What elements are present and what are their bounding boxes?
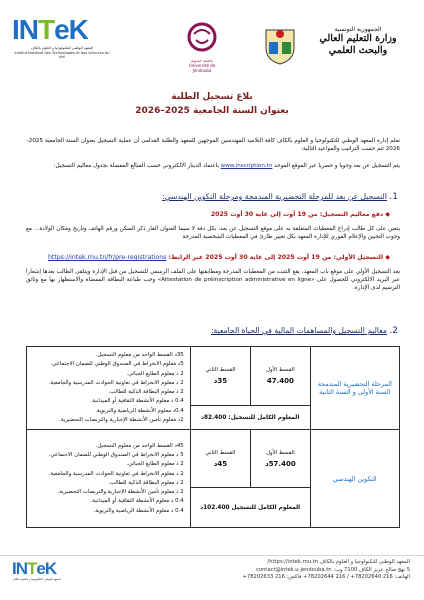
ministry-header [308, 26, 408, 56]
intek-name-fr: Institut National des Technologies et des sciences du Kef [14, 50, 110, 59]
fee-breakdown-engineering: 45د القسط الواحد من معلوم التسجيل. 5 د معلوم الانخراط في الصندوق الوطني للضمان الاجتماعي. 2 د معلوم الطابع الجبائي. 2 د معلوم الانخراط في تعاونية الحوادث المدرسية والجامعية. 2 د معلوم البطاقة الذكية للطالب. 2 د معلوم تأمين الأنشطة الإجبارية والتربصات التحضيرية. 0.4 د معلوم الأنشطة الثقافية أو الميدانية. 0.4 د معلوم الأنشطة الرياضية والتربوية. [27, 430, 191, 528]
republic-label: الجمهورية التونسية [334, 26, 382, 33]
section-2-heading: 2. معاليم التسجيل والمساهمات المالية في الحياة الجامعية: [210, 326, 398, 336]
fees-table [26, 346, 400, 528]
online-registration-paragraph: يتم التسجيل عن بعد وجوبا و حصريا عبر الموقع الموحد www.inscription.tn باعتماد الدينار الالكتروني حسب المبالغ المفصلة بجدول معاليم التسجيل: [53, 163, 400, 169]
footer-line-phone: الهاتف: 216 78202640+ / 216 78202644+ فاكس: 216 78202633+ [242, 574, 410, 581]
total-fee-engineering: المعلوم الكامل للتسجيل 102.400د [190, 488, 310, 528]
pre-registration-link[interactable]: https://intek.rnu.tn/fr/pre-registrations [47, 254, 167, 261]
notice-subtitle: بعنوان السنة الجامعية 2025–2026 [135, 106, 289, 116]
inscription-link[interactable]: www.inscription.tn [220, 163, 273, 169]
ministry-name-line1: وزارة التعليم العالي [319, 33, 397, 44]
university-logo [180, 22, 224, 73]
installment-1-cell: القسط الأول 57.400د [251, 430, 310, 488]
section-1-heading: 1. التسجيل عن بعد للمرحلة التحضيرية المندمجة ومرحلة التكوين الهندسي: [162, 192, 398, 202]
intek-logo: INTeK المعهد الوطني للتكنولوجيا و العلوم بالكاف Institut National des Technologies et des sciences du Kef [12, 16, 112, 60]
footer-divider [0, 555, 424, 556]
payment-dates-bullet: ◆ دفع معاليم التسجيل: من 19 أوت إلى غاية 30 أوت 2025 [210, 211, 390, 218]
notice-title: بلاغ تسجيل الطلبة [171, 92, 253, 102]
tunisia-emblem-icon [262, 26, 298, 66]
pre-registration-bullet: ◆ التسجيل الأولي: من 19 أوت 2025 إلى غاية 30 أوت 2025 عبر الرابط: https://intek.rnu.tn/fr/pre-registrations [47, 254, 390, 261]
total-fee-preparatory: المعلوم الكامل للتسجيل: 82.400د [190, 405, 310, 429]
installment-1-cell: القسط الأول 47.400 [251, 347, 310, 406]
footer-contact [150, 559, 410, 582]
footer-line-website: المعهد الوطني للتكنولوجيا و العلوم بالكاف https://intek.rnu.tn/ [267, 559, 410, 565]
fee-breakdown-preparatory: 35د القسط الواحد من معلوم التسجيل. 5د معلوم الانخراط في الصندوق الوطني للضمان الاجتماعي. 2 د معلوم الطابع الجبائي. 2 د معلوم الانخراط في تعاونية الحوادث المدرسية والجامعية. 2 د معلوم البطاقة الذكية للطالب. 0.4 د معلوم الأنشطة الثقافية أو الميدانية. 0.4د معلوم الأنشطة الرياضية والتربوية. 2د معلوم تأمين الأنشطة الإجبارية والتربصات التحضيرية. [27, 347, 191, 430]
footer-intek-logo: INTeK المعهد الوطني للتكنولوجيا و العلوم بالكاف [12, 559, 61, 581]
verification-paragraph: يعد التسجيل الأولي على موقع باب المعهد، يقع التثبت من المعطيات المدرجة ومطابقتها على الملف الرسمي للتسجيل من قبل الإدارة ويتلقى الطالب بعدها إشعارا عبر البريد الالكتروني للحصول على «Attestation de préinscription administrative en ligne» وجب طباعة البطاقة الممضاة والاستظهار بها مع وثائق الترسيم لدى الإدارة. [26, 269, 400, 292]
table-row [27, 430, 400, 488]
table-row [27, 347, 400, 406]
installment-2-cell: القسط الثاني 45د [190, 430, 250, 488]
intek-name-ar: المعهد الوطني للتكنولوجيا و العلوم بالكاف [30, 46, 94, 50]
university-name-ar: جامعة جندوبة [190, 58, 214, 63]
installment-2-cell: القسط الثاني 35د [190, 347, 250, 406]
data-entry-paragraph: يتعين على كل طالب إدراج المعطيات المتعلقة به على موقع التسجيل عن بعد، بكل دقة لا سيما العنوان القار ذكر السكن ورقم الهاتف وتاريخ ومكان الولادة... مع وجوب التحيين والإعلام الفوري للإدارة المعهد بكل تغيير طارئ في المعطيات الشخصية المدرجة [26, 226, 400, 241]
ministry-name-line2: والبحث العلمي [328, 45, 388, 56]
footer-line-address: 5 نهج صالح عزيز الكاف 7100 وب: contact@intek.u-jendouba.tn [256, 566, 410, 573]
intro-paragraph: تعلم إدارة المعهد الوطني للتكنولوجيا و العلوم بالكاف كافة التلاميذ المهندسين الموجهين للمعهد والطلبة القدامى أن عملية التسجيل بعنوان السنة الجامعية 2025–2026 تتم حسب التراتيب والمواعيد التالية: [26, 138, 400, 153]
university-name-fr: Université de Jendouba [188, 63, 216, 73]
category-preparatory: المرحلة التحضيرية المندمجة السنة الأولى و السنة الثانية [310, 347, 399, 430]
category-engineering: التكوين الهندسي [310, 430, 399, 528]
